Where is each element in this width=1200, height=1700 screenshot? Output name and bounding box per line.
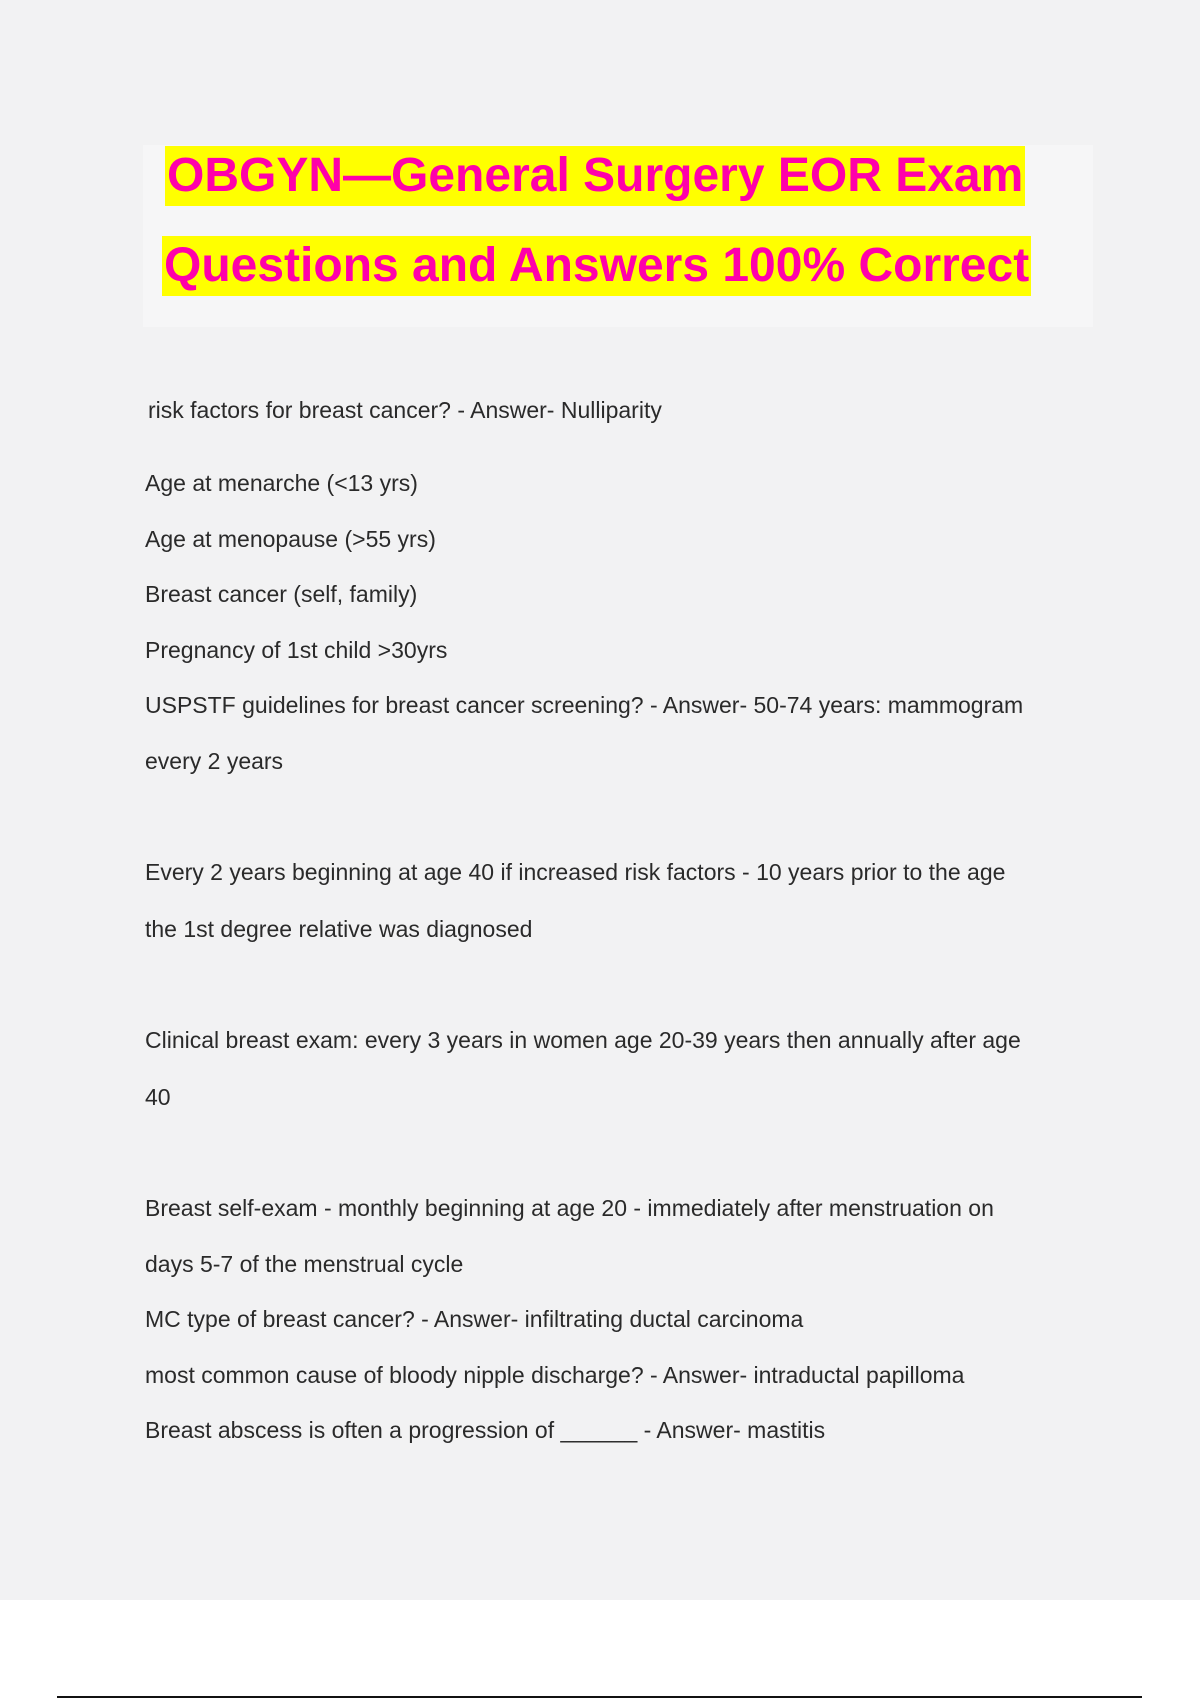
question-line: risk factors for breast cancer? - Answer- Nulliparity: [148, 397, 662, 423]
question-line: MC type of breast cancer? - Answer- infiltrating ductal carcinoma: [145, 1306, 804, 1332]
answer-line: days 5-7 of the menstrual cycle: [145, 1251, 464, 1277]
answer-line: Every 2 years beginning at age 40 if increased risk factors - 10 years prior to the age: [145, 859, 1006, 885]
question-line: USPSTF guidelines for breast cancer screening? - Answer- 50-74 years: mammogram: [145, 692, 1024, 718]
answer-line: 40: [145, 1084, 171, 1110]
document-title-line-1: OBGYN—General Surgery EOR Exam: [165, 146, 1025, 206]
footer-divider: [57, 1696, 1142, 1698]
answer-line: Clinical breast exam: every 3 years in women age 20-39 years then annually after age: [145, 1027, 1021, 1053]
answer-line: Pregnancy of 1st child >30yrs: [145, 637, 448, 663]
document-title-line-2: Questions and Answers 100% Correct: [162, 236, 1031, 296]
answer-line: Age at menopause (>55 yrs): [145, 526, 436, 552]
answer-line: the 1st degree relative was diagnosed: [145, 916, 533, 942]
question-line: most common cause of bloody nipple discharge? - Answer- intraductal papilloma: [145, 1362, 965, 1388]
answer-line: Breast cancer (self, family): [145, 581, 418, 607]
answer-line: every 2 years: [145, 748, 284, 774]
answer-line: Breast self-exam - monthly beginning at age 20 - immediately after menstruation on: [145, 1195, 994, 1221]
answer-line: Age at menarche (<13 yrs): [145, 470, 418, 496]
question-line: Breast abscess is often a progression of ______ - Answer- mastitis: [145, 1417, 826, 1443]
